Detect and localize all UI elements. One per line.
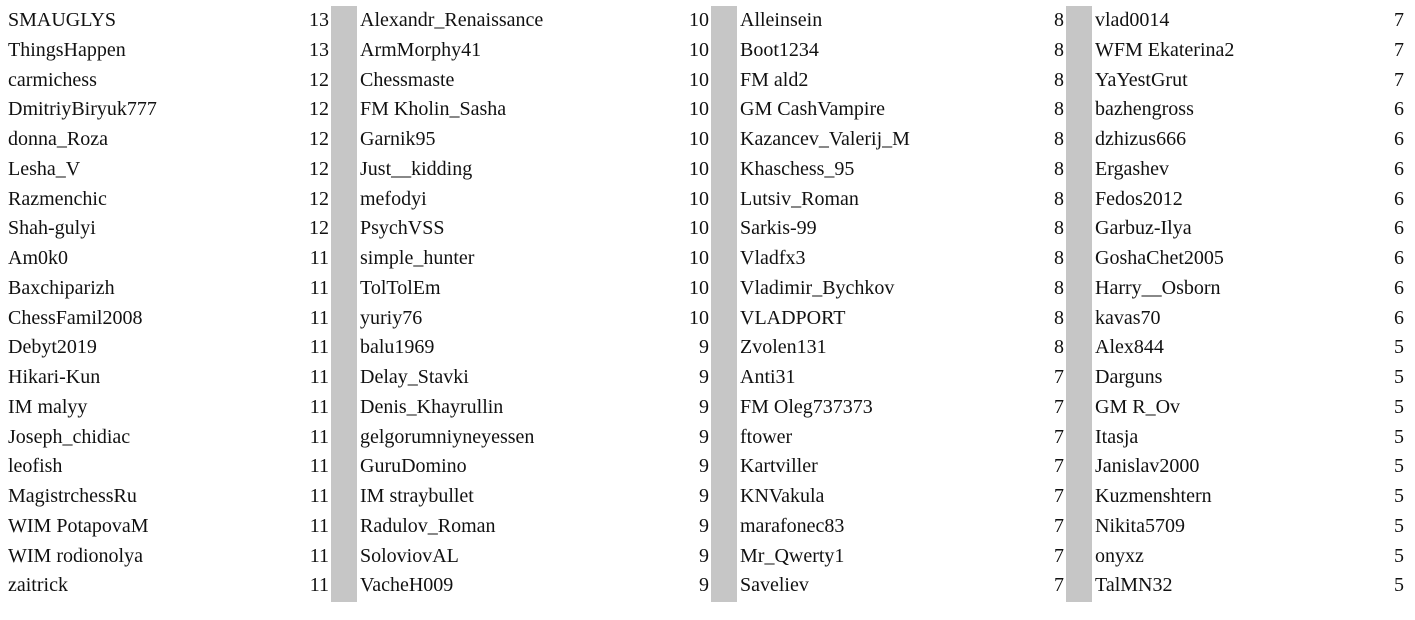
player-name: marafonec83: [740, 514, 845, 537]
table-row: [0, 423, 331, 453]
player-name: Harry__Osborn: [1095, 276, 1221, 299]
player-score: 13: [309, 9, 329, 31]
table-row: [1092, 6, 1415, 36]
player-name: FM Kholin_Sasha: [360, 98, 507, 121]
player-name: mefodyi: [360, 187, 427, 210]
players-score-table: [0, 6, 1415, 602]
player-score: 6: [1394, 98, 1404, 121]
table-row: [737, 304, 1066, 334]
player-score: 8: [1054, 9, 1064, 31]
player-score: 7: [1054, 514, 1064, 537]
table-row: [357, 125, 711, 155]
player-name: DmitriyBiryuk777: [8, 98, 157, 121]
player-score: 12: [309, 68, 329, 91]
player-score: 9: [699, 544, 709, 567]
player-name: Khaschess_95: [740, 157, 855, 180]
table-row: [357, 333, 711, 363]
player-score: 11: [309, 306, 329, 329]
player-name: ArmMorphy41: [360, 38, 482, 61]
table-row: [357, 363, 711, 393]
player-name: SMAUGLYS: [8, 9, 117, 31]
player-name: MagistrchessRu: [8, 485, 137, 507]
player-score: 11: [309, 276, 329, 299]
player-name: bazhengross: [1095, 98, 1194, 121]
player-score: 8: [1054, 336, 1064, 359]
table-row: [1092, 423, 1415, 453]
player-score: 12: [309, 157, 329, 180]
player-name: Joseph_chidiac: [8, 425, 131, 448]
player-score: 8: [1054, 247, 1064, 269]
table-row: [737, 95, 1066, 125]
table-row: [0, 244, 331, 274]
player-name: GuruDomino: [360, 455, 467, 478]
player-name: balu1969: [360, 336, 435, 359]
table-row: [737, 214, 1066, 244]
player-score: 5: [1394, 514, 1404, 537]
player-score: 10: [689, 9, 709, 31]
table-row: [737, 571, 1066, 601]
player-score: 10: [689, 187, 709, 210]
player-score: 7: [1054, 425, 1064, 448]
player-score: 8: [1054, 187, 1064, 210]
player-name: IM malyy: [8, 395, 88, 418]
table-row: [737, 125, 1066, 155]
player-score: 5: [1394, 574, 1404, 597]
player-name: SoloviovAL: [360, 544, 459, 567]
player-name: PsychVSS: [360, 217, 445, 240]
player-name: TolTolEm: [360, 276, 441, 299]
player-score: 9: [699, 425, 709, 448]
table-row: [737, 542, 1066, 572]
player-score: 9: [699, 366, 709, 388]
table-row: [0, 36, 331, 66]
player-score: 7: [1394, 38, 1404, 61]
player-name: yuriy76: [360, 306, 423, 329]
table-row: [357, 6, 711, 36]
column-separator: [711, 6, 737, 602]
table-row: [737, 333, 1066, 363]
table-row: [357, 452, 711, 482]
player-score: 11: [309, 485, 329, 507]
table-row: [357, 155, 711, 185]
table-row: [1092, 542, 1415, 572]
player-score: 13: [309, 38, 329, 61]
table-row: [357, 36, 711, 66]
player-name: VLADPORT: [740, 306, 846, 329]
table-row: [737, 244, 1066, 274]
player-score: 5: [1394, 544, 1404, 567]
player-score: 7: [1054, 574, 1064, 597]
table-row: [1092, 36, 1415, 66]
player-name: Shah-gulyi: [8, 217, 96, 240]
player-name: YaYestGrut: [1095, 68, 1188, 91]
player-score: 8: [1054, 68, 1064, 91]
player-score: 11: [309, 336, 329, 359]
player-score: 11: [309, 366, 329, 388]
table-row: [357, 512, 711, 542]
player-name: Hikari-Kun: [8, 366, 101, 388]
table-row: [0, 95, 331, 125]
player-name: FM ald2: [740, 68, 809, 91]
player-score: 9: [699, 336, 709, 359]
column-separator: [331, 6, 357, 602]
column-separator: [1066, 6, 1092, 602]
player-name: onyxz: [1095, 544, 1144, 567]
player-name: WIM PotapovaM: [8, 514, 149, 537]
player-name: WFM Ekaterina2: [1095, 38, 1235, 61]
player-name: Fedos2012: [1095, 187, 1183, 210]
player-name: Alleinsein: [740, 9, 823, 31]
player-score: 8: [1054, 128, 1064, 150]
table-row: [737, 363, 1066, 393]
player-name: Am0k0: [8, 247, 68, 269]
table-row: [357, 542, 711, 572]
table-row: [737, 155, 1066, 185]
table-row: [737, 6, 1066, 36]
player-score: 12: [309, 98, 329, 121]
player-score: 10: [689, 306, 709, 329]
player-score: 8: [1054, 306, 1064, 329]
player-name: Kartviller: [740, 455, 818, 478]
player-name: Lutsiv_Roman: [740, 187, 859, 210]
table-row: [737, 512, 1066, 542]
player-score: 10: [689, 247, 709, 269]
table-row: [357, 244, 711, 274]
player-score: 11: [309, 395, 329, 418]
player-score: 6: [1394, 306, 1404, 329]
table-row: [357, 423, 711, 453]
table-row: [0, 155, 331, 185]
table-row: [737, 393, 1066, 423]
table-row: [0, 571, 331, 601]
player-score: 7: [1054, 366, 1064, 388]
table-row: [357, 95, 711, 125]
table-row: [1092, 482, 1415, 512]
player-name: Baxchiparizh: [8, 276, 115, 299]
table-row: [0, 185, 331, 215]
player-name: WIM rodionolya: [8, 544, 143, 567]
player-score: 9: [699, 455, 709, 478]
player-name: Delay_Stavki: [360, 366, 469, 388]
table-row: [1092, 244, 1415, 274]
player-name: Zvolen131: [740, 336, 827, 359]
table-row: [1092, 512, 1415, 542]
player-name: kavas70: [1095, 306, 1161, 329]
player-score: 11: [309, 425, 329, 448]
player-name: Garbuz-Ilya: [1095, 217, 1192, 240]
player-score: 12: [309, 128, 329, 150]
player-name: Kuzmenshtern: [1095, 485, 1212, 507]
table-row: [0, 333, 331, 363]
table-row: [357, 393, 711, 423]
player-score: 8: [1054, 276, 1064, 299]
player-score: 9: [699, 514, 709, 537]
player-score: 10: [689, 217, 709, 240]
player-score: 6: [1394, 276, 1404, 299]
table-row: [1092, 393, 1415, 423]
player-score: 10: [689, 128, 709, 150]
player-name: Vladimir_Bychkov: [740, 276, 895, 299]
table-row: [1092, 95, 1415, 125]
table-row: [357, 66, 711, 96]
player-name: Chessmaste: [360, 68, 455, 91]
table-row: [357, 185, 711, 215]
table-row: [737, 452, 1066, 482]
table-row: [357, 214, 711, 244]
player-score: 7: [1054, 455, 1064, 478]
player-name: dzhizus666: [1095, 128, 1187, 150]
player-score: 5: [1394, 455, 1404, 478]
player-name: Denis_Khayrullin: [360, 395, 504, 418]
table-row: [1092, 185, 1415, 215]
table-row: [1092, 66, 1415, 96]
player-name: Just__kidding: [360, 157, 473, 180]
player-score: 8: [1054, 217, 1064, 240]
table-row: [0, 512, 331, 542]
player-name: Kazancev_Valerij_M: [740, 128, 910, 150]
player-score: 5: [1394, 485, 1404, 507]
player-name: leofish: [8, 455, 63, 478]
player-name: Itasja: [1095, 425, 1139, 448]
player-score: 11: [309, 574, 329, 597]
table-row: [1092, 274, 1415, 304]
player-score: 10: [689, 68, 709, 91]
player-score: 5: [1394, 336, 1404, 359]
player-name: Razmenchic: [8, 187, 107, 210]
table-row: [1092, 363, 1415, 393]
player-score: 9: [699, 395, 709, 418]
table-row: [0, 6, 331, 36]
player-score: 9: [699, 574, 709, 597]
table-row: [737, 423, 1066, 453]
player-score: 10: [689, 38, 709, 61]
player-name: Nikita5709: [1095, 514, 1185, 537]
table-row: [0, 452, 331, 482]
table-row: [737, 274, 1066, 304]
table-row: [1092, 333, 1415, 363]
player-name: ChessFamil2008: [8, 306, 143, 329]
player-column-1: [0, 6, 331, 602]
player-score: 9: [699, 485, 709, 507]
player-name: Darguns: [1095, 366, 1163, 388]
player-column-2: [357, 6, 711, 602]
player-name: Anti31: [740, 366, 796, 388]
table-row: [0, 363, 331, 393]
table-row: [1092, 155, 1415, 185]
table-row: [357, 304, 711, 334]
player-score: 6: [1394, 128, 1404, 150]
player-score: 7: [1394, 68, 1404, 91]
player-name: Alexandr_Renaissance: [360, 9, 544, 31]
player-name: Janislav2000: [1095, 455, 1200, 478]
player-name: IM straybullet: [360, 485, 474, 507]
player-score: 7: [1394, 9, 1404, 31]
player-score: 6: [1394, 217, 1404, 240]
player-name: donna_Roza: [8, 128, 108, 150]
table-row: [0, 482, 331, 512]
player-score: 11: [309, 247, 329, 269]
table-row: [0, 66, 331, 96]
player-name: Saveliev: [740, 574, 809, 597]
player-score: 8: [1054, 38, 1064, 61]
player-name: TalMN32: [1095, 574, 1173, 597]
player-column-3: [737, 6, 1066, 602]
player-score: 7: [1054, 485, 1064, 507]
player-score: 12: [309, 217, 329, 240]
player-name: carmichess: [8, 68, 97, 91]
player-name: Vladfx3: [740, 247, 806, 269]
player-name: vlad0014: [1095, 9, 1170, 31]
player-score: 11: [309, 455, 329, 478]
player-name: ftower: [740, 425, 793, 448]
player-name: Alex844: [1095, 336, 1164, 359]
player-score: 5: [1394, 395, 1404, 418]
table-row: [357, 571, 711, 601]
table-row: [357, 274, 711, 304]
table-row: [737, 66, 1066, 96]
table-row: [1092, 571, 1415, 601]
player-score: 10: [689, 98, 709, 121]
player-name: Mr_Qwerty1: [740, 544, 845, 567]
player-score: 12: [309, 187, 329, 210]
table-row: [737, 185, 1066, 215]
player-score: 7: [1054, 395, 1064, 418]
player-name: GM CashVampire: [740, 98, 885, 121]
player-score: 7: [1054, 544, 1064, 567]
player-column-4: [1092, 6, 1415, 602]
player-score: 10: [689, 157, 709, 180]
player-name: FM Oleg737373: [740, 395, 873, 418]
player-name: Lesha_V: [8, 157, 81, 180]
player-name: zaitrick: [8, 574, 68, 597]
player-name: KNVakula: [740, 485, 825, 507]
player-name: GoshaChet2005: [1095, 247, 1224, 269]
player-score: 5: [1394, 366, 1404, 388]
table-row: [0, 274, 331, 304]
table-row: [0, 304, 331, 334]
player-score: 11: [309, 514, 329, 537]
table-row: [1092, 125, 1415, 155]
player-score: 11: [309, 544, 329, 567]
player-name: Radulov_Roman: [360, 514, 496, 537]
table-row: [0, 125, 331, 155]
player-score: 6: [1394, 247, 1404, 269]
table-row: [0, 393, 331, 423]
table-row: [0, 214, 331, 244]
player-score: 8: [1054, 98, 1064, 121]
player-score: 10: [689, 276, 709, 299]
player-name: Garnik95: [360, 128, 436, 150]
player-name: simple_hunter: [360, 247, 475, 269]
table-row: [0, 542, 331, 572]
player-name: VacheH009: [360, 574, 454, 597]
player-name: Ergashev: [1095, 157, 1170, 180]
player-name: Boot1234: [740, 38, 819, 61]
player-name: Debyt2019: [8, 336, 97, 359]
table-row: [1092, 214, 1415, 244]
table-row: [1092, 452, 1415, 482]
player-score: 5: [1394, 425, 1404, 448]
player-name: GM R_Ov: [1095, 395, 1181, 418]
player-score: 6: [1394, 157, 1404, 180]
player-name: gelgorumniyneyessen: [360, 425, 535, 448]
player-score: 6: [1394, 187, 1404, 210]
player-name: ThingsHappen: [8, 38, 126, 61]
table-row: [1092, 304, 1415, 334]
table-row: [737, 482, 1066, 512]
table-row: [357, 482, 711, 512]
player-name: Sarkis-99: [740, 217, 817, 240]
player-score: 8: [1054, 157, 1064, 180]
table-row: [737, 36, 1066, 66]
